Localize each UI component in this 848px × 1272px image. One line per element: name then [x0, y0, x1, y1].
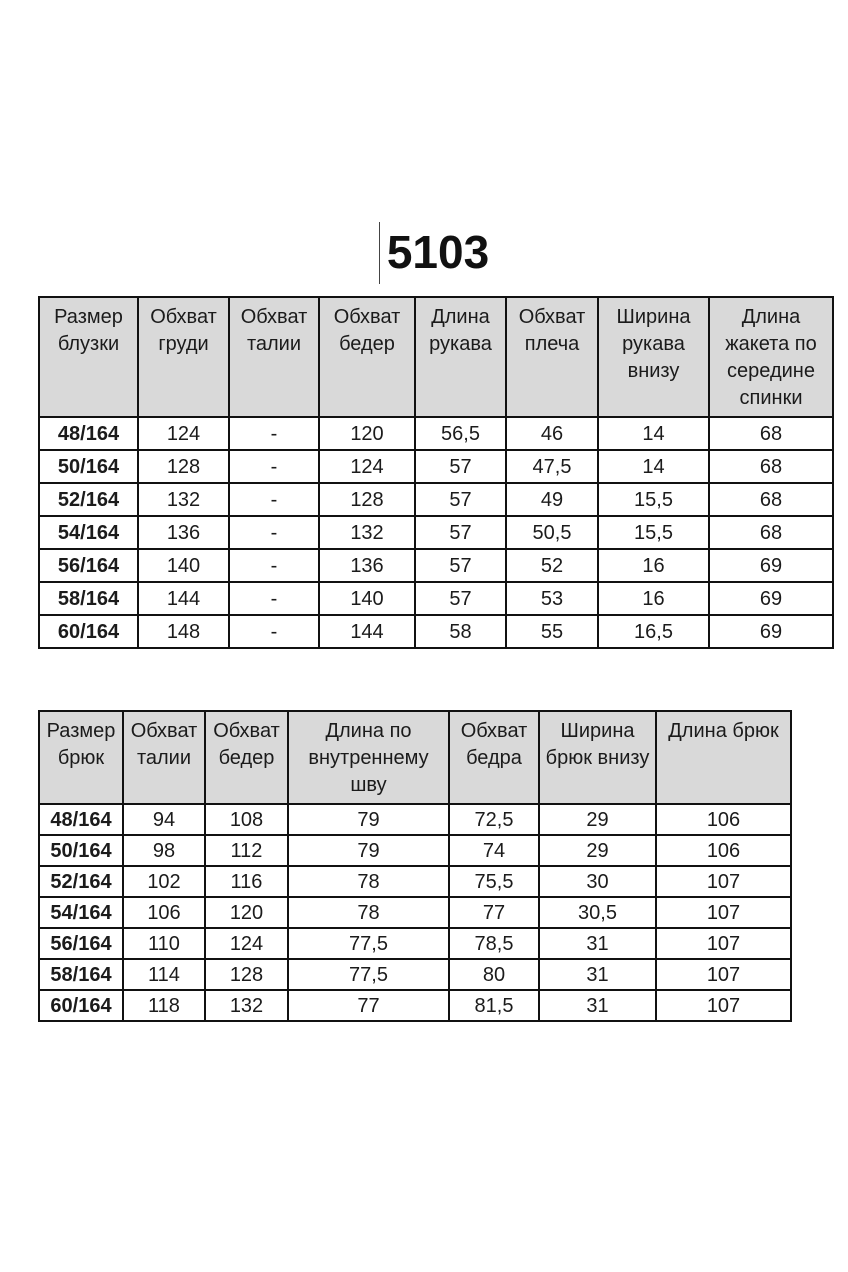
- value-cell: 15,5: [598, 516, 709, 549]
- value-cell: -: [229, 417, 319, 450]
- table-row: [39, 897, 791, 928]
- table-row: [39, 866, 791, 897]
- value-cell: 77: [449, 897, 539, 928]
- size-cell: 52/164: [39, 866, 123, 897]
- value-cell: 14: [598, 417, 709, 450]
- value-cell: 94: [123, 804, 205, 835]
- value-cell: -: [229, 582, 319, 615]
- value-cell: 108: [205, 804, 288, 835]
- value-cell: 81,5: [449, 990, 539, 1021]
- value-cell: 132: [138, 483, 229, 516]
- column-header: Ширина брюк внизу: [539, 711, 656, 804]
- value-cell: -: [229, 450, 319, 483]
- value-cell: 107: [656, 897, 791, 928]
- size-cell: 58/164: [39, 959, 123, 990]
- page-title: [381, 222, 489, 282]
- value-cell: 78: [288, 866, 449, 897]
- value-cell: 57: [415, 450, 506, 483]
- column-header: Обхват бедер: [205, 711, 288, 804]
- value-cell: 55: [506, 615, 598, 648]
- value-cell: 79: [288, 835, 449, 866]
- value-cell: 30,5: [539, 897, 656, 928]
- table-row: [39, 582, 833, 615]
- value-cell: 107: [656, 866, 791, 897]
- value-cell: 53: [506, 582, 598, 615]
- value-cell: 15,5: [598, 483, 709, 516]
- size-cell: 58/164: [39, 582, 138, 615]
- value-cell: 144: [138, 582, 229, 615]
- column-header: Обхват бедер: [319, 297, 415, 417]
- value-cell: 29: [539, 835, 656, 866]
- header-row: [39, 711, 791, 804]
- value-cell: 56,5: [415, 417, 506, 450]
- value-cell: 57: [415, 483, 506, 516]
- text-cursor: [379, 222, 380, 284]
- value-cell: 57: [415, 582, 506, 615]
- column-header: Обхват талии: [229, 297, 319, 417]
- column-header: Длина по внутреннему шву: [288, 711, 449, 804]
- value-cell: 14: [598, 450, 709, 483]
- value-cell: 80: [449, 959, 539, 990]
- column-header: Размер блузки: [39, 297, 138, 417]
- value-cell: 128: [319, 483, 415, 516]
- size-cell: 56/164: [39, 928, 123, 959]
- column-header: Обхват плеча: [506, 297, 598, 417]
- value-cell: 50,5: [506, 516, 598, 549]
- value-cell: 68: [709, 483, 833, 516]
- blouse-size-table: [38, 296, 834, 649]
- value-cell: 69: [709, 549, 833, 582]
- column-header: Длина жакета по середине спинки: [709, 297, 833, 417]
- value-cell: 77,5: [288, 928, 449, 959]
- table-row: [39, 549, 833, 582]
- value-cell: 46: [506, 417, 598, 450]
- value-cell: 148: [138, 615, 229, 648]
- value-cell: -: [229, 483, 319, 516]
- value-cell: 102: [123, 866, 205, 897]
- value-cell: 128: [205, 959, 288, 990]
- value-cell: 69: [709, 615, 833, 648]
- value-cell: 47,5: [506, 450, 598, 483]
- column-header: Обхват бедра: [449, 711, 539, 804]
- value-cell: 106: [123, 897, 205, 928]
- table-row: [39, 516, 833, 549]
- value-cell: 107: [656, 959, 791, 990]
- header-row: [39, 297, 833, 417]
- value-cell: 140: [138, 549, 229, 582]
- value-cell: 74: [449, 835, 539, 866]
- table-row: [39, 990, 791, 1021]
- value-cell: 57: [415, 549, 506, 582]
- column-header: Длина рукава: [415, 297, 506, 417]
- value-cell: 144: [319, 615, 415, 648]
- value-cell: 107: [656, 928, 791, 959]
- value-cell: 132: [205, 990, 288, 1021]
- table-row: [39, 450, 833, 483]
- size-cell: 60/164: [39, 615, 138, 648]
- value-cell: 68: [709, 417, 833, 450]
- value-cell: 57: [415, 516, 506, 549]
- value-cell: 78: [288, 897, 449, 928]
- table-row: [39, 483, 833, 516]
- value-cell: 79: [288, 804, 449, 835]
- value-cell: 77,5: [288, 959, 449, 990]
- value-cell: 112: [205, 835, 288, 866]
- value-cell: 16: [598, 582, 709, 615]
- value-cell: 140: [319, 582, 415, 615]
- table-row: [39, 615, 833, 648]
- value-cell: 29: [539, 804, 656, 835]
- value-cell: 120: [205, 897, 288, 928]
- title-row: [38, 222, 832, 286]
- value-cell: 116: [205, 866, 288, 897]
- size-cell: 52/164: [39, 483, 138, 516]
- table-row: [39, 835, 791, 866]
- value-cell: 16,5: [598, 615, 709, 648]
- column-header: Обхват талии: [123, 711, 205, 804]
- size-cell: 50/164: [39, 450, 138, 483]
- value-cell: 69: [709, 582, 833, 615]
- value-cell: 30: [539, 866, 656, 897]
- value-cell: 107: [656, 990, 791, 1021]
- value-cell: 78,5: [449, 928, 539, 959]
- value-cell: -: [229, 516, 319, 549]
- trousers-size-table: [38, 710, 792, 1022]
- value-cell: 58: [415, 615, 506, 648]
- value-cell: 120: [319, 417, 415, 450]
- size-cell: 60/164: [39, 990, 123, 1021]
- value-cell: 124: [205, 928, 288, 959]
- value-cell: -: [229, 615, 319, 648]
- value-cell: 110: [123, 928, 205, 959]
- value-cell: 72,5: [449, 804, 539, 835]
- page-title-text: 5103: [386, 226, 490, 278]
- size-cell: 48/164: [39, 804, 123, 835]
- value-cell: 124: [319, 450, 415, 483]
- value-cell: 98: [123, 835, 205, 866]
- value-cell: 132: [319, 516, 415, 549]
- column-header: Обхват груди: [138, 297, 229, 417]
- value-cell: 52: [506, 549, 598, 582]
- value-cell: 118: [123, 990, 205, 1021]
- table-row: [39, 417, 833, 450]
- value-cell: 136: [138, 516, 229, 549]
- value-cell: 77: [288, 990, 449, 1021]
- column-header: Длина брюк: [656, 711, 791, 804]
- column-header: Ширина рукава внизу: [598, 297, 709, 417]
- value-cell: 68: [709, 516, 833, 549]
- value-cell: 106: [656, 804, 791, 835]
- size-cell: 54/164: [39, 897, 123, 928]
- size-cell: 48/164: [39, 417, 138, 450]
- size-cell: 56/164: [39, 549, 138, 582]
- value-cell: 114: [123, 959, 205, 990]
- value-cell: 124: [138, 417, 229, 450]
- value-cell: 31: [539, 990, 656, 1021]
- value-cell: 136: [319, 549, 415, 582]
- value-cell: 68: [709, 450, 833, 483]
- value-cell: 106: [656, 835, 791, 866]
- size-cell: 54/164: [39, 516, 138, 549]
- value-cell: 75,5: [449, 866, 539, 897]
- value-cell: 128: [138, 450, 229, 483]
- size-cell: 50/164: [39, 835, 123, 866]
- value-cell: 49: [506, 483, 598, 516]
- value-cell: -: [229, 549, 319, 582]
- value-cell: 31: [539, 928, 656, 959]
- table-row: [39, 928, 791, 959]
- value-cell: 16: [598, 549, 709, 582]
- table-row: [39, 804, 791, 835]
- value-cell: 31: [539, 959, 656, 990]
- table-row: [39, 959, 791, 990]
- column-header: Размер брюк: [39, 711, 123, 804]
